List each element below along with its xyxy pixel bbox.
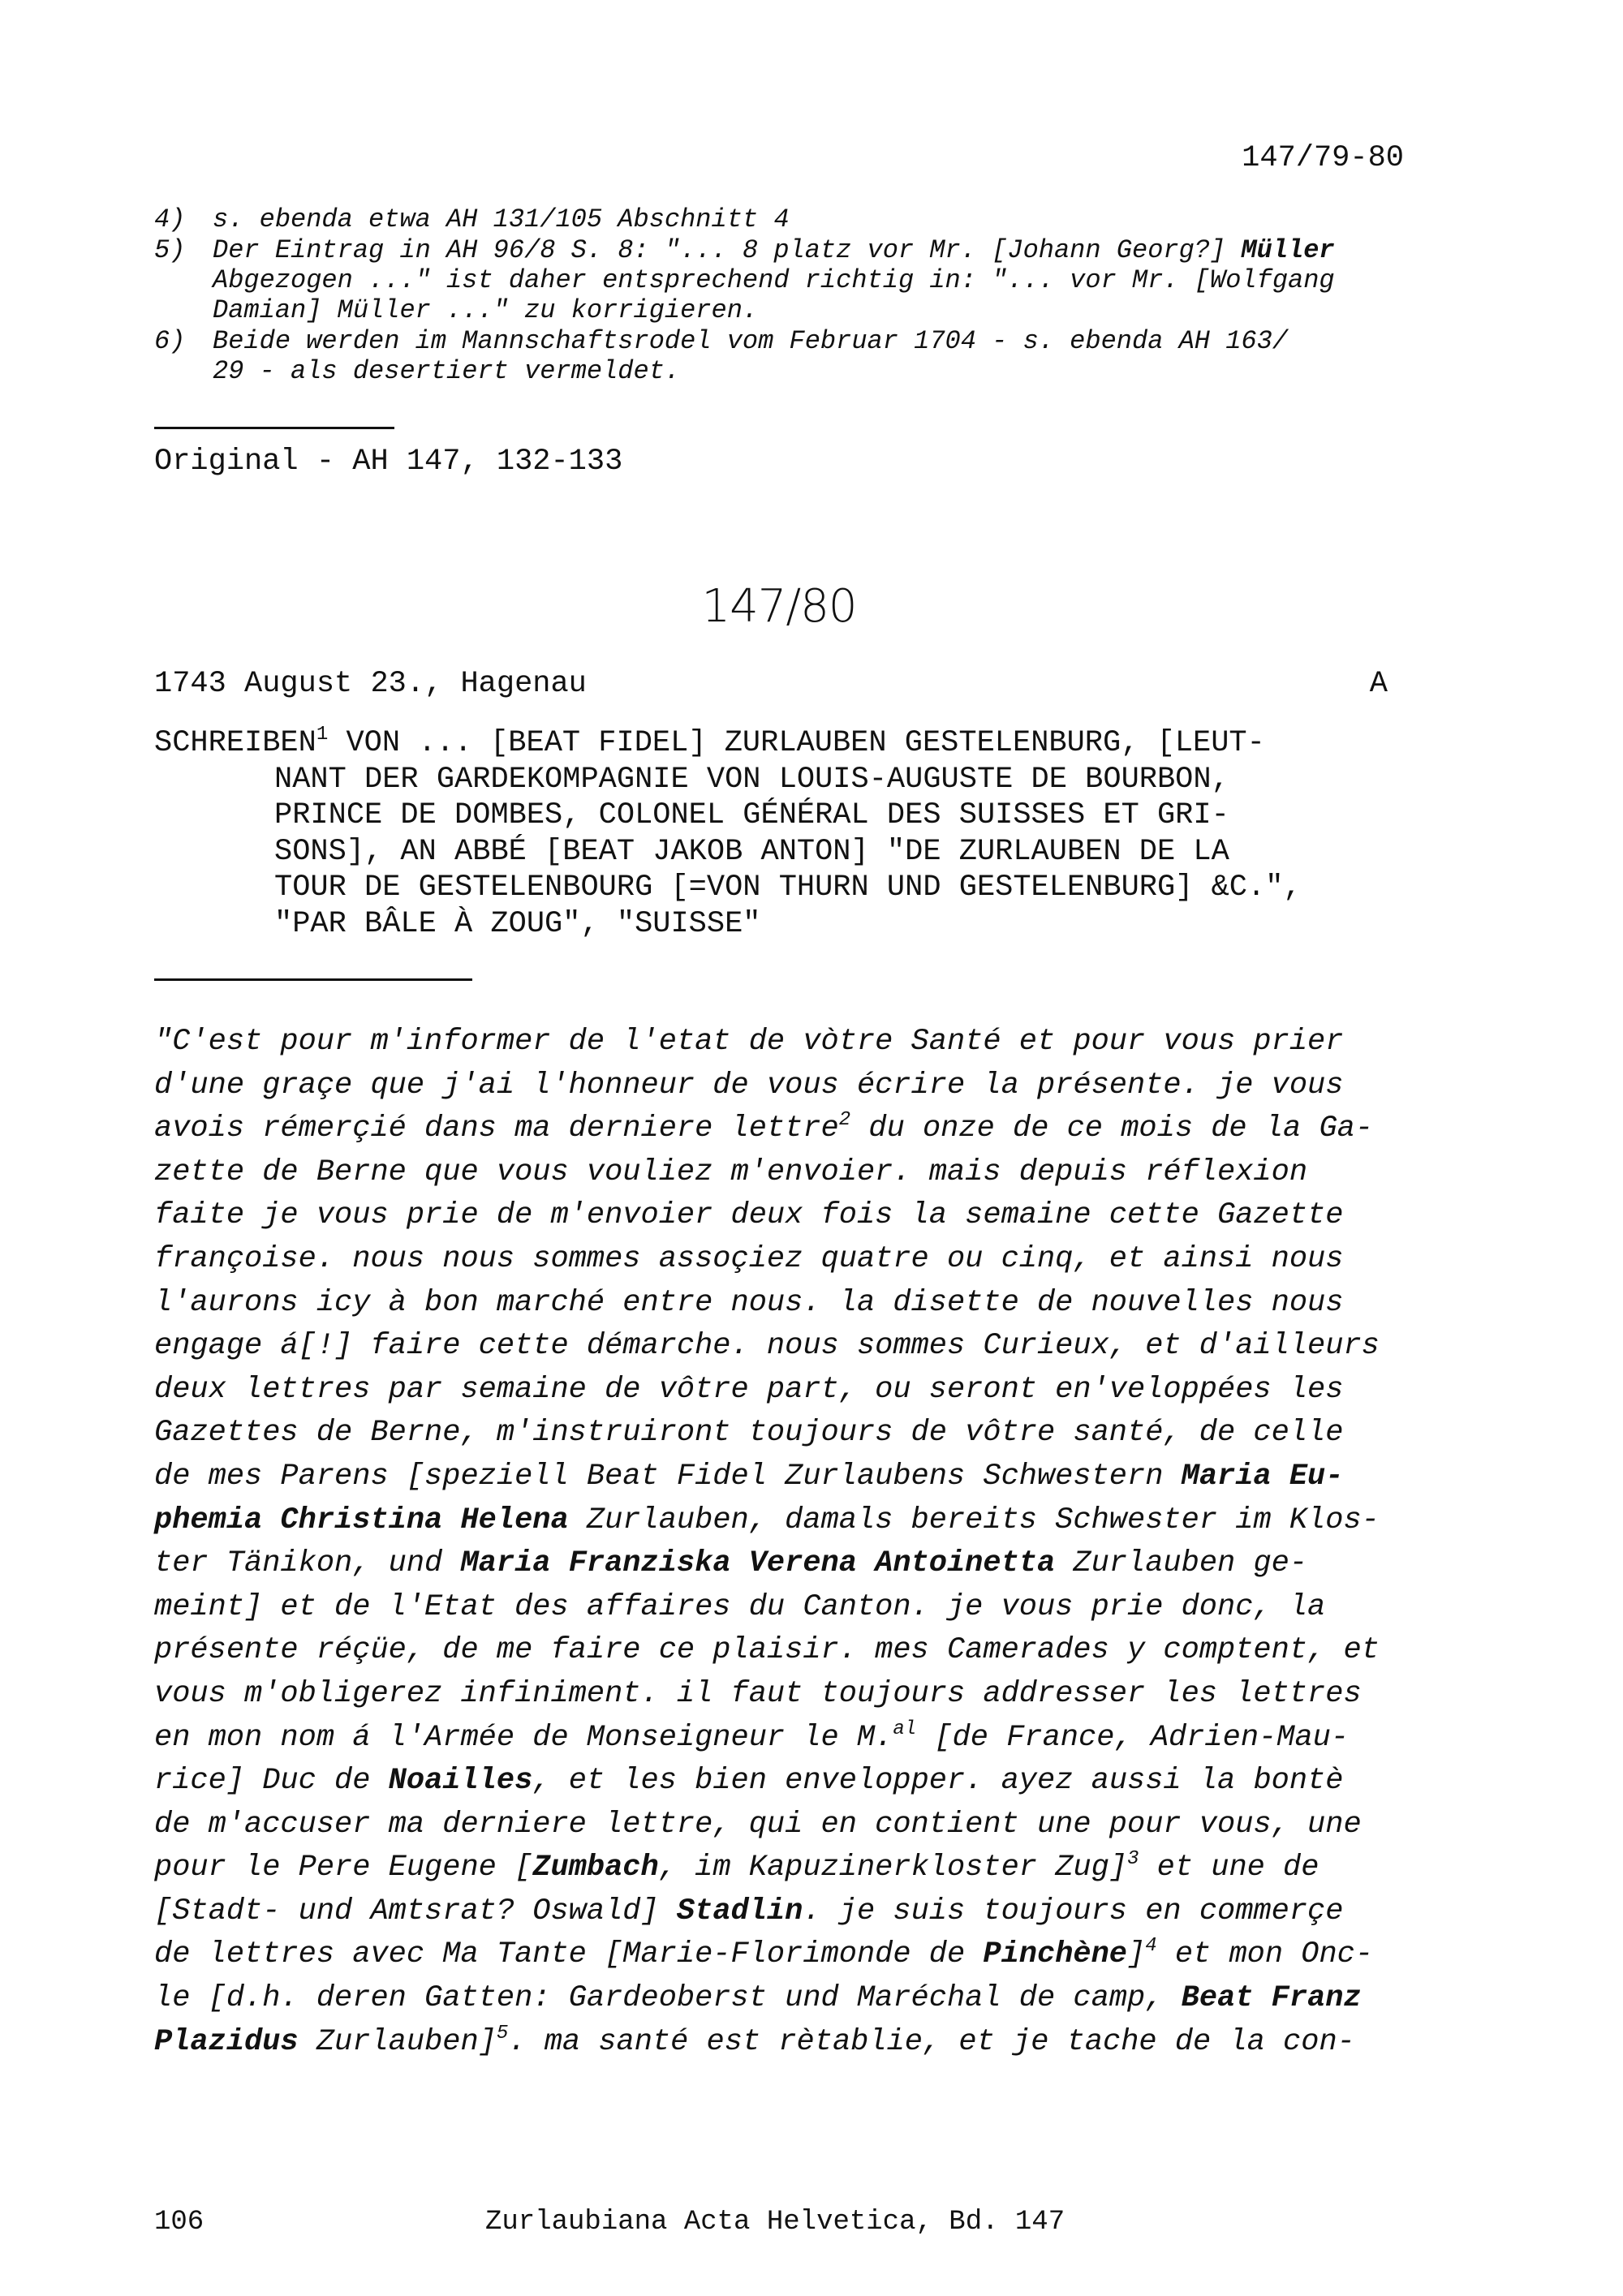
regest (154, 726, 1302, 943)
text-line: de lettres avec Ma Tante [Marie-Florimonde de Pinchène]$^4$ et mon Onc- (154, 1935, 1374, 1972)
regest-line: SONS], AN ABBÉ [BEAT JAKOB ANTON] "DE ZURLAUBEN DE LA (274, 834, 1229, 869)
text-line: Plazidus Zurlauben]$^5$. ma santé est rètablie, et je tache de la con- (154, 2022, 1355, 2059)
footnote-text: Beide werden im Mannschaftsrodel vom Februar 1704 - s. ebenda AH 163/ (213, 326, 1289, 356)
text-line: "C'est pour m'informer de l'etat de vòtre Santé et pour vous prier (154, 1025, 1344, 1059)
footnote-number: 5) (154, 235, 186, 265)
text-line: engage á[!] faire cette démarche. nous sommes Curieux, et d'ailleurs (154, 1329, 1380, 1364)
text-line: le [d.h. deren Gatten: Gardeoberst und Maréchal de camp, Beat Franz (154, 1981, 1362, 2016)
text-line: l'aurons icy à bon marché entre nous. la disette de nouvelles nous (154, 1285, 1344, 1320)
regest-line: "PAR BÂLE À ZOUG", "SUISSE" (274, 906, 761, 941)
footnote-number: 6) (154, 326, 186, 356)
page-reference: 147/79-80 (1242, 141, 1404, 175)
regest-line: NANT DER GARDEKOMPAGNIE VON LOUIS-AUGUSTE DE BOURBON, (274, 762, 1229, 797)
footnote-separator (154, 427, 394, 429)
text-line: en mon nom á l'Armée de Monseigneur le M.$^{al}$ [de France, Adrien-Mau- (154, 1718, 1350, 1755)
text-line: faite je vous prie de m'envoier deux fois la semaine cette Gazette (154, 1198, 1344, 1233)
regest-line: TOUR DE GESTELENBOURG [=VON THURN UND GESTELENBURG] &C.", (274, 871, 1302, 905)
document-type: A (1369, 667, 1388, 701)
footnote-text: Damian] Müller ..." zu korrigieren. (213, 295, 759, 325)
text-line: zette de Berne que vous vouliez m'envoier. mais depuis réflexion (154, 1154, 1308, 1189)
text-line: [Stadt- und Amtsrat? Oswald] Stadlin. je suis toujours en commerçe (154, 1894, 1344, 1928)
text-line: meint] et de l'Etat des affaires du Canton. je vous prie donc, la (154, 1589, 1326, 1624)
text-line: de m'accuser ma derniere lettre, qui en contient une pour vous, une (154, 1807, 1362, 1842)
text-line: pour le Pere Eugene [Zumbach, im Kapuzinerkloster Zug]$^3$ et une de (154, 1848, 1319, 1885)
regest-separator (154, 978, 472, 981)
text-line: Gazettes de Berne, m'instruiront toujours de vôtre santé, de celle (154, 1416, 1344, 1451)
footnote-text: Abgezogen ..." ist daher entsprechend richtig in: "... vor Mr. [Wolfgang (213, 265, 1335, 295)
text-line: d'une graçe que j'ai l'honneur de vous écrire la présente. je vous (154, 1068, 1344, 1103)
text-line: présente réçüe, de me faire ce plaisir. mes Camerades y comptent, et (154, 1633, 1380, 1668)
footnote-number: 4) (154, 204, 186, 234)
letter-text (154, 1025, 1380, 2068)
publication-title: Zurlaubiana Acta Helvetica, Bd. 147 (485, 2207, 1065, 2238)
footnote-text: s. ebenda etwa AH 131/105 Abschnitt 4 (213, 204, 790, 234)
text-line: françoise. nous nous sommes assoçiez quatre ou cinq, et ainsi nous (154, 1241, 1344, 1276)
text-line: rice] Duc de Noailles, et les bien envelopper. ayez aussi la bontè (154, 1764, 1344, 1799)
footnote-text: Der Eintrag in AH 96/8 S. 8: "... 8 platz vor Mr. [Johann Georg?] Müller (213, 235, 1335, 265)
regest-line: PRINCE DE DOMBES, COLONEL GÉNÉRAL DES SUISSES ET GRI- (274, 798, 1229, 832)
page-number: 106 (154, 2207, 204, 2238)
text-line: ter Tänikon, und Maria Franziska Verena Antoinetta Zurlauben ge- (154, 1546, 1308, 1581)
text-line: vous m'obligerez infiniment. il faut toujours addresser les lettres (154, 1676, 1362, 1711)
original-source: Original - AH 147, 132-133 (154, 445, 623, 479)
regest-line: SCHREIBEN$^1$ VON ... [BEAT FIDEL] ZURLAUBEN GESTELENBURG, [LEUT- (154, 724, 1265, 760)
date-place: 1743 August 23., Hagenau (154, 667, 587, 701)
text-line: deux lettres par semaine de vôtre part, ou seront en'veloppées les (154, 1372, 1344, 1407)
text-line: phemia Christina Helena Zurlauben, damals bereits Schwester im Klos- (154, 1503, 1380, 1537)
footnote-text: 29 - als desertiert vermeldet. (213, 356, 681, 386)
text-line: de mes Parens [speziell Beat Fidel Zurlaubens Schwestern Maria Eu- (154, 1459, 1344, 1494)
document-number: 147/80 (701, 580, 857, 633)
text-line: avois rémerçié dans ma derniere lettre$^2$ du onze de ce mois de la Ga- (154, 1109, 1374, 1146)
